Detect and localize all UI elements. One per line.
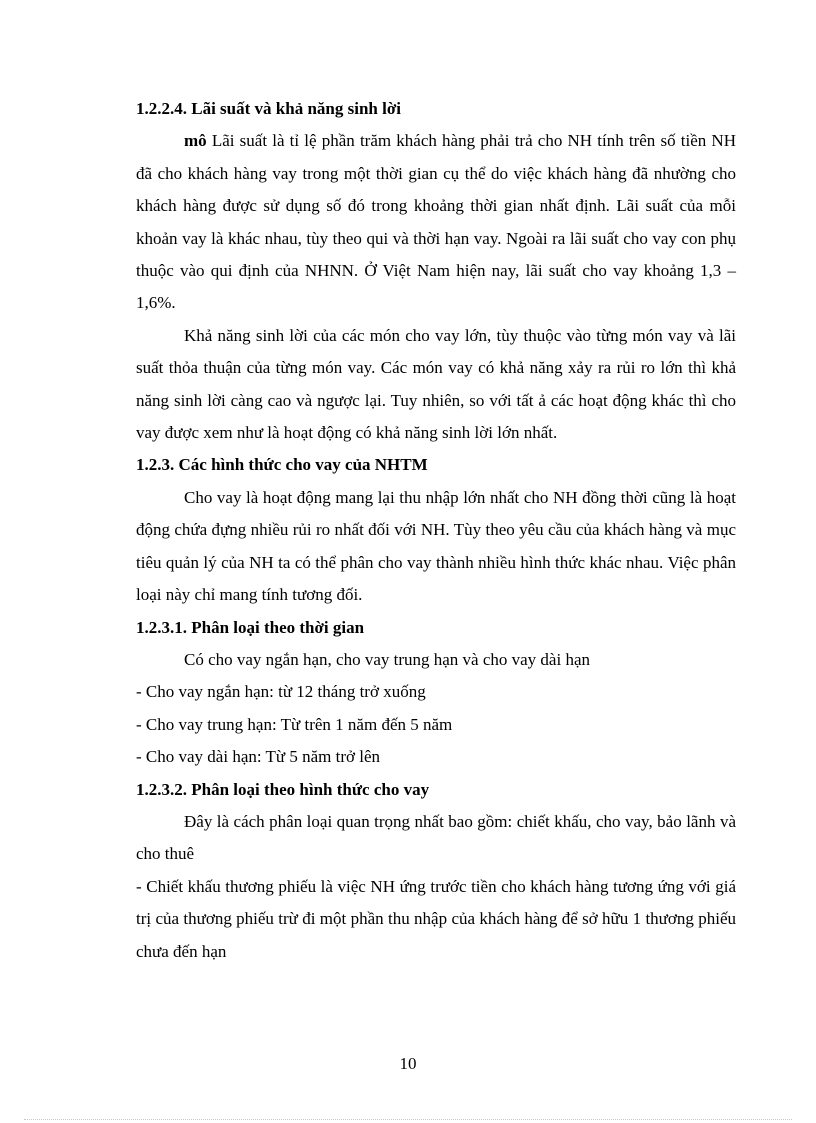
list-item-short-term: - Cho vay ngắn hạn: từ 12 tháng trở xuống: [136, 682, 426, 702]
paragraph-lending-forms: Cho vay là hoạt động mang lại thu nhập lớn nhất cho NH đồng thời cũng là hoạt động chứa đựng nhiều rủi ro nhất đối với NH. Tùy theo yêu cầu của khách hàng và mục tiêu quản lý của NH ta có thể phân cho vay thành nhiều hình thức khác nhau. Việc phân loại này chỉ mang tính tương đối.: [136, 487, 736, 605]
paragraph-interest-rate-text: Lãi suất là tỉ lệ phần trăm khách hàng phải trả cho NH tính trên số tiền NH đã cho khách hàng vay trong một thời gian cụ thể do việc khách hàng đã nhường cho khách hàng được sử dụng số đó trong khoảng thời gian nhất định. Lãi suất của mỗi khoản vay là khác nhau, tùy theo qui và thời hạn vay. Ngoài ra lãi suất cho vay con phụ thuộc vào qui định của NHNN. Ở Việt Nam hiện nay, lãi suất cho vay khoảng 1,3 – 1,6%.: [136, 131, 736, 313]
paragraph-classification: Đây là cách phân loại quan trọng nhất bao gồm: chiết khấu, cho vay, bảo lãnh và cho thuê: [136, 811, 736, 864]
list-item-medium-term: - Cho vay trung hạn: Từ trên 1 năm đến 5 năm: [136, 714, 453, 734]
page-bottom-divider: [24, 1119, 792, 1120]
list-item-long-term: - Cho vay dài hạn: Từ 5 năm trở lên: [136, 747, 381, 767]
paragraph-term-intro: Có cho vay ngắn hạn, cho vay trung hạn và cho vay dài hạn: [184, 649, 590, 669]
paragraph-discount: - Chiết khấu thương phiếu là việc NH ứng trước tiền cho khách hàng tương ứng với giá trị của thương phiếu trừ đi một phần thu nhập của khách hàng để sở hữu 1 thương phiếu chưa đến hạn: [136, 876, 736, 961]
section-heading-1-2-2-4: 1.2.2.4. Lãi suất và khả năng sinh lời: [136, 99, 401, 118]
bold-lead-word: mô: [184, 131, 207, 151]
page-number: 10: [399, 1054, 417, 1073]
section-heading-1-2-3-2: 1.2.3.2. Phân loại theo hình thức cho vay: [136, 779, 430, 799]
section-heading-1-2-3: 1.2.3. Các hình thức cho vay của NHTM: [136, 455, 428, 475]
section-heading-1-2-3-1: 1.2.3.1. Phân loại theo thời gian: [136, 617, 365, 637]
paragraph-interest-rate: [136, 125, 736, 319]
document-page: [136, 93, 736, 968]
paragraph-profitability: Khả năng sinh lời của các món cho vay lớn, tùy thuộc vào từng món vay và lãi suất thỏa thuận của từng món vay. Các món vay có khả năng xảy ra rủi ro lớn thì khả năng sinh lời càng cao và ngược lại. Tuy nhiên, so với tất ả các hoạt động khác thì cho vay được xem như là hoạt động có khả năng sinh lời lớn nhất.: [136, 325, 736, 443]
